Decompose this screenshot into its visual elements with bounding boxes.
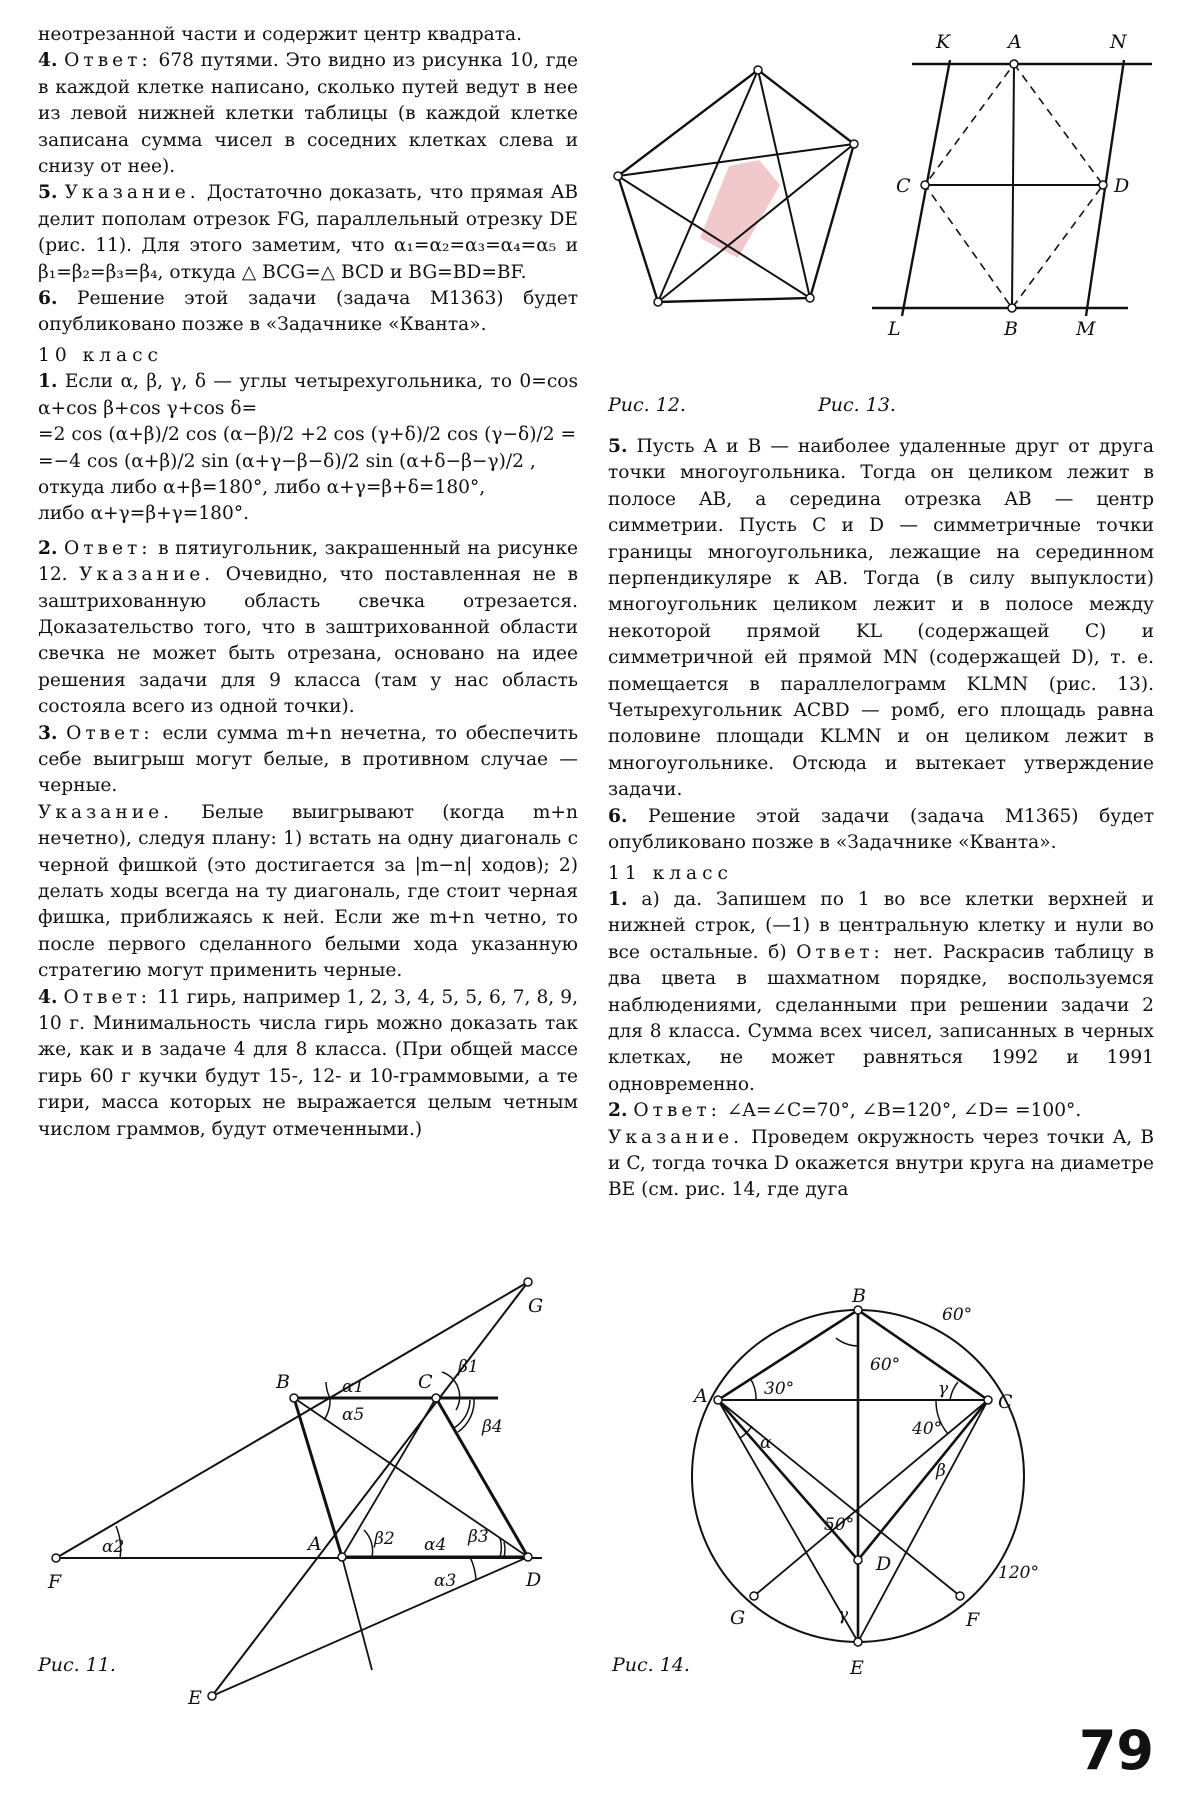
angle-arc: [470, 1557, 476, 1580]
page-number: 79: [1078, 1719, 1154, 1782]
line-EG: [212, 1282, 528, 1696]
point-D: [524, 1553, 532, 1561]
angle-a1: α1: [342, 1377, 365, 1397]
angle-a2: α2: [102, 1537, 125, 1557]
figure-11: [30, 1260, 600, 1710]
angle-arc: [364, 1530, 373, 1557]
point-B: [1008, 304, 1016, 312]
angle-arc: [326, 1382, 330, 1398]
label-A: A: [308, 1533, 322, 1555]
caption-fig12: Рис. 12.: [608, 394, 686, 416]
angle-a3: α3: [434, 1571, 457, 1591]
label-E: E: [850, 1657, 864, 1679]
label-B: B: [1004, 318, 1018, 340]
formula-line: =2 cos (α+β)/2 cos (α−β)/2 +2 cos (γ+δ)/2 cos (γ−δ)/2 =: [38, 424, 577, 446]
arc-120: 120°: [998, 1563, 1039, 1583]
point-A: [338, 1553, 346, 1561]
right-column: [608, 434, 1154, 1204]
point-E: [854, 1638, 862, 1646]
label-B: B: [276, 1371, 290, 1393]
vertex-point: [754, 66, 762, 74]
angle-arc: [950, 1382, 958, 1400]
label-G: G: [730, 1607, 746, 1629]
angle-b1: β1: [458, 1357, 479, 1377]
angle-b4: β4: [482, 1417, 503, 1437]
paragraph: Указание. Проведем окружность через точки A, B и C, тогда точка D окажется внутри круга на диаметре BE (см. рис. 14, где дуга: [608, 1126, 1154, 1201]
angle-40: 40°: [912, 1419, 943, 1439]
vertex-point: [654, 298, 662, 306]
arc-60: 60°: [942, 1305, 973, 1325]
point-D: [854, 1556, 862, 1564]
point-D: [1099, 181, 1107, 189]
label-M: M: [1076, 318, 1096, 340]
left-column: [38, 22, 578, 1143]
paragraph: 1. а) да. Запишем по 1 во все клетки верхней и нижней строк, (—1) в центральную клетку и нули во все остальные. б) Ответ: нет. Раскрасив таблицу в два цвета в шахматном порядке, воспользуемся наблюдениями, сделанными при решении задачи 2 для 8 класса. Сумма всех чисел, записанных в черных клетках, не может равняться 1992 и 1991 одновременно.: [608, 888, 1154, 1095]
point-C: [432, 1394, 440, 1402]
angle-arc: [504, 1542, 505, 1557]
angle-a5: α5: [342, 1405, 365, 1425]
angle-a4: α4: [424, 1535, 447, 1555]
label-F: F: [966, 1609, 980, 1631]
point-A: [714, 1396, 722, 1404]
line-A-down: [342, 1557, 372, 1670]
angle-arc: [500, 1538, 501, 1557]
paragraph: 6. Решение этой задачи (задача M1363) будет опубликовано позже в «Задачнике «Кванта».: [38, 288, 578, 336]
line-DE: [212, 1557, 528, 1696]
label-A: A: [694, 1385, 708, 1407]
figure-13: [860, 24, 1170, 344]
paragraph: 2. Ответ: ∠A=∠C=70°, ∠B=120°, ∠D= =100°.: [608, 1100, 1082, 1122]
paragraph: Указание. Белые выигрывают (когда m+n нечетно), следуя плану: 1) встать на одну диагональ с черной фишкой (это достигается за |m−n| ходов); 2) делать ходы всегда на ту диагональ, где стоит черная фишка, приближаясь к ней. Если же m+n четно, то после первого сделанного белыми хода указанную стратегию могут применить черные.: [38, 801, 578, 982]
angle-50: 50°: [824, 1515, 855, 1535]
point-B: [290, 1394, 298, 1402]
label-A: A: [1008, 31, 1022, 53]
paragraph: 4. Ответ: 678 путями. Это видно из рисунка 10, где в каждой клетке написано, сколько путей ведут в нее из левой нижней клетки таблицы (в каждой клетке записана сумма чисел в соседних клетках слева и снизу от нее).: [38, 50, 578, 178]
point-C: [984, 1396, 992, 1404]
label-G: G: [528, 1295, 544, 1317]
figure-14: [680, 1285, 1040, 1698]
vertex-point: [806, 294, 814, 302]
line-FG: [56, 1282, 528, 1558]
point-F: [956, 1592, 964, 1600]
angle-b3: β3: [468, 1527, 489, 1547]
caption-fig11: Рис. 11.: [38, 1654, 116, 1676]
section-heading-grade11: 11 класс: [608, 862, 733, 884]
paragraph: 2. Ответ: в пятиугольник, закрашенный на рисунке 12. Указание. Очевидно, что поставленная не в заштрихованную область свечка отрезается. Доказательство того, что в заштрихованной области свечка не может быть отрезана, основано на идее решения задачи для 9 класса (там у нас область состояла всего из одной точки).: [38, 537, 578, 718]
point-C: [921, 181, 929, 189]
point-A: [1010, 60, 1018, 68]
formula: [38, 422, 578, 528]
formula-line: =−4 cos (α+β)/2 sin (α+γ−β−δ)/2 sin (α+δ−β−γ)/2 ,: [38, 450, 536, 472]
point-B: [854, 1306, 862, 1314]
point-G: [750, 1592, 758, 1600]
angle-b2: β2: [374, 1529, 395, 1549]
paragraph: 3. Ответ: если сумма m+n нечетна, то обеспечить себе выигрыш могут белые, в противном случае — черные.: [38, 722, 578, 797]
angle-arc: [454, 1400, 470, 1428]
vertex-point: [614, 172, 622, 180]
label-C: C: [418, 1371, 433, 1393]
label-D: D: [526, 1569, 542, 1591]
angle-gamma-e: γ: [838, 1605, 849, 1625]
label-B: B: [852, 1285, 866, 1307]
point-G: [524, 1278, 532, 1286]
angle-arc: [750, 1378, 756, 1400]
line-CG: [754, 1400, 988, 1596]
formula-line: либо α+γ=β+γ=180°.: [38, 503, 250, 525]
paragraph: 1. Если α, β, γ, δ — углы четырехугольника, то 0=cos α+cos β+cos γ+cos δ=: [38, 371, 578, 419]
section-heading-grade10: 10 класс: [38, 344, 163, 366]
paragraph: неотрезанной части и содержит центр квадрата.: [38, 24, 522, 45]
angle-gamma-c: γ: [938, 1379, 949, 1399]
label-K: K: [936, 31, 951, 53]
angle-60: 60°: [870, 1355, 901, 1375]
caption-fig13: Рис. 13.: [818, 394, 896, 416]
point-E: [208, 1692, 216, 1700]
vertex-point: [850, 140, 858, 148]
angle-30: 30°: [764, 1379, 795, 1399]
angle-beta: β: [936, 1461, 946, 1481]
label-D: D: [1114, 175, 1130, 197]
label-D: D: [876, 1553, 892, 1575]
label-E: E: [188, 1687, 202, 1709]
label-F: F: [48, 1571, 62, 1593]
label-N: N: [1110, 31, 1127, 53]
label-C: C: [998, 1391, 1013, 1413]
formula-line: откуда либо α+β=180°, либо α+γ=β+δ=180°,: [38, 476, 486, 498]
paragraph: 4. Ответ: 11 гирь, например 1, 2, 3, 4, 5, 5, 6, 7, 8, 9, 10 г. Минимальность числа гирь можно доказать так же, как и в задаче 4 для 8 класса. (При общей массе гирь 60 г кучки будут 15-, 12- и 10-граммовыми, а те гири, масса которых не выражается целым четным числом граммов, будут отмеченными.): [38, 986, 578, 1140]
angle-arc: [836, 1338, 858, 1346]
caption-fig14: Рис. 14.: [612, 1654, 690, 1676]
label-C: C: [896, 175, 911, 197]
paragraph: 6. Решение этой задачи (задача M1365) будет опубликовано позже в «Задачнике «Кванта».: [608, 805, 1154, 854]
paragraph: 5. Указание. Достаточно доказать, что прямая AB делит пополам отрезок FG, параллельный отрезку DE (рис. 11). Для этого заметим, что α₁=α₂=α₃=α₄=α₅ и β₁=β₂=β₃=β₄, откуда △ BCG=△ BCD и BG=BD=BF.: [38, 182, 578, 283]
label-L: L: [888, 318, 901, 340]
figure-12: [608, 50, 868, 320]
angle-alpha: α: [760, 1433, 772, 1453]
point-F: [52, 1554, 60, 1562]
paragraph: 5. Пусть A и B — наиболее удаленные друг от друга точки многоугольника. Тогда он целиком лежит в полосе AB, а середина отрезка AB — центр симметрии. Пусть C и D — симметричные точки границы многоугольника, лежащие на серединном перпендикуляре к AB. Тогда (в силу выпуклости) многоугольник целиком лежит и в полосе между некоторой прямой KL (содержащей C) и симметричной ей прямой MN (содержащей D), т. е. помещается в параллелограмм KLMN (рис. 13). Четырехугольник ACBD — ромб, его площадь равна половине площади KLMN и он целиком лежит в многоугольнике. Отсюда и вытекает утверждение задачи.: [608, 436, 1154, 801]
